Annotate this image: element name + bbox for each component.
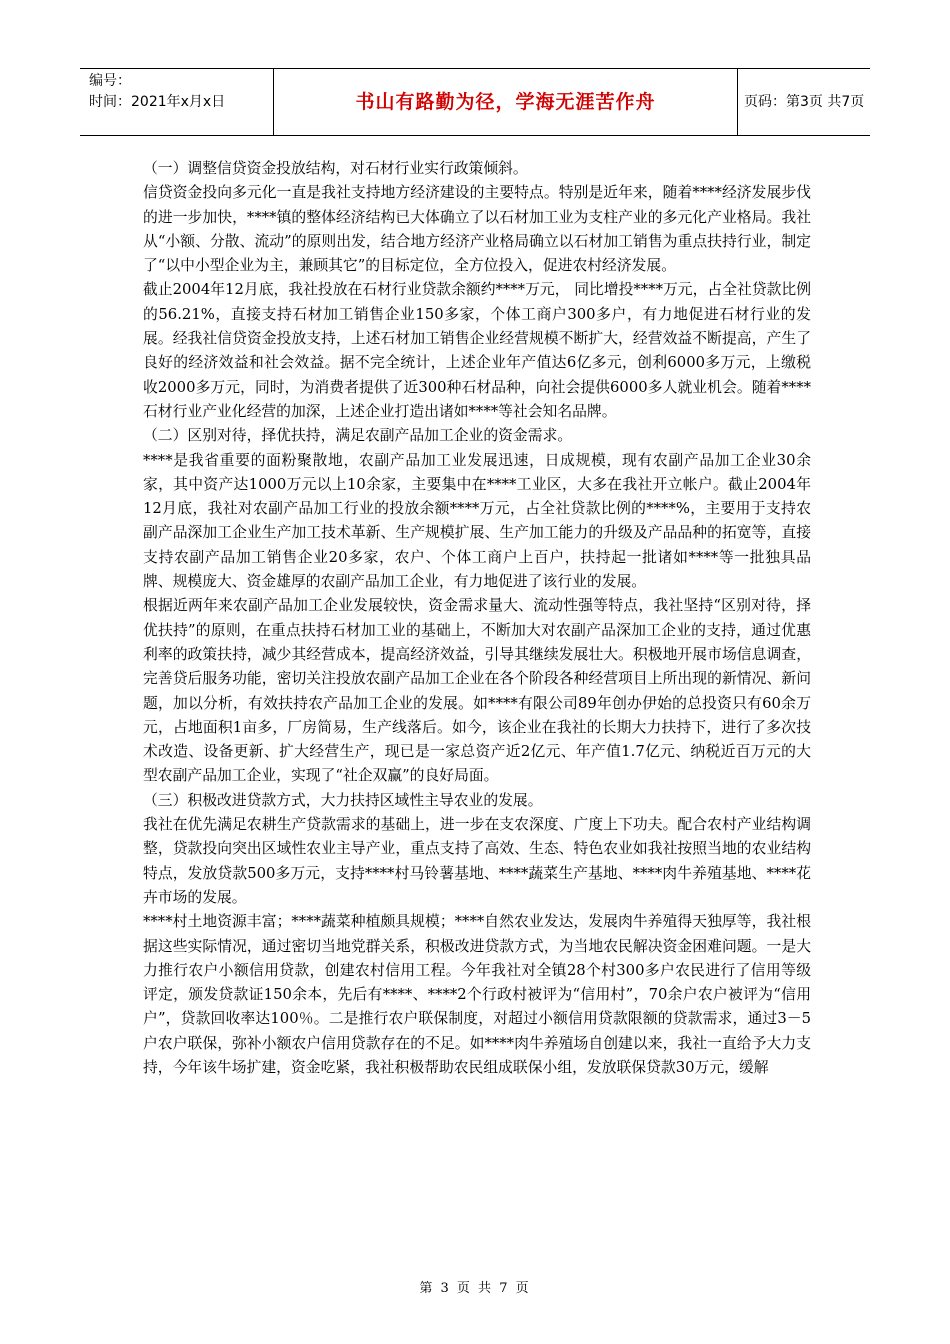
- section-heading-3: （三）积极改进贷款方式，大力扶持区域性主导农业的发展。: [143, 791, 543, 809]
- header-page-number: 页码：第3页 共7页: [744, 94, 865, 110]
- body-paragraph: 信贷资金投向多元化一直是我社支持地方经济建设的主要特点。特别是近年来，随着****经济发展步伐的进一步加快，****镇的整体经济结构已大体确立了以石材加工业为支柱产业的多元化产业格局。我社从“小额、分散、流动”的原则出发，结合地方经济产业格局确立以石材加工销售为重点扶持行业，制定了“以中小型企业为主，兼顾其它”的目标定位，全方位投入，促进农村经济发展。: [143, 184, 811, 275]
- document-body: [143, 157, 811, 1080]
- body-paragraph: 截止2004年12月底，我社投放在石材行业贷款余额约****万元， 同比增投****万元，占全社贷款比例的56.21%，直接支持石材加工销售企业150多家，个体工商户300多户，有力地促进石材行业的发展。经我社信贷资金投放支持，上述石材加工销售企业经营规模不断扩大，经营效益不断提高，产生了良好的经济效益和社会效益。据不完全统计，上述企业年产值达6亿多元，创利6000多万元，上缴税收2000多万元，同时，为消费者提供了近300种石材品种，向社会提供6000多人就业机会。随着****石材行业产业化经营的加深，上述企业打造出诸如****等社会知名品牌。: [143, 281, 811, 420]
- document-number-label: 编号：: [89, 73, 131, 89]
- document-date-label: 时间：2021年x月x日: [89, 94, 226, 110]
- page-header: [80, 68, 870, 136]
- header-meta-cell: [80, 69, 274, 135]
- header-motto: 书山有路勤为径，学海无涯苦作舟: [274, 69, 738, 135]
- body-paragraph: ****是我省重要的面粉聚散地，农副产品加工业发展迅速，日成规模，现有农副产品加工企业30余家，其中资产达1000万元以上10余家，主要集中在****工业区，大多在我社开立帐户。截止2004年12月底，我社对农副产品加工行业的投放余额****万元，占全社贷款比例的****%，主要用于支持农副产品深加工企业生产加工技术革新、生产规模扩展、生产加工能力的升级及产品品种的拓宽等，直接支持农副产品加工销售企业20多家，农户、个体工商户上百户，扶持起一批诸如****等一批独具品牌、规模庞大、资金雄厚的农副产品加工企业，有力地促进了该行业的发展。: [143, 451, 811, 591]
- section-heading-1: （一）调整信贷资金投放结构，对石材行业实行政策倾斜。: [143, 160, 528, 177]
- page-footer: 第 3 页 共 7 页: [419, 1281, 531, 1296]
- body-paragraph: 根据近两年来农副产品加工企业发展较快，资金需求量大、流动性强等特点，我社坚持“区别对待，择优扶持”的原则，在重点扶持石材加工业的基础上，不断加大对农副产品深加工企业的支持，通过优惠利率的政策扶持，减少其经营成本，提高经济效益，引导其继续发展壮大。积极地开展市场信息调查，完善贷后服务功能，密切关注投放农副产品加工企业在各个阶段各种经营项目上所出现的新情况、新问题，加以分析，有效扶持农产品加工企业的发展。如****有限公司89年创办伊始的总投资只有60余万元，占地面积1亩多，厂房简易，生产线落后。如今，该企业在我社的长期大力扶持下，进行了多次技术改造、设备更新、扩大经营生产，现已是一家总资产近2亿元、年产值1.7亿元、纳税近百万元的大型农副产品加工企业，实现了“社企双赢”的良好局面。: [143, 597, 811, 785]
- body-paragraph: ****村土地资源丰富；****蔬菜种植颇具规模；****自然农业发达，发展肉牛养殖得天独厚等，我社根据这些实际情况，通过密切当地党群关系，积极改进贷款方式，为当地农民解决资金困难问题。一是大力推行农户小额信用贷款，创建农村信用工程。今年我社对全镇28个村300多户农民进行了信用等级评定，颁发贷款证150余本，先后有****、****2个行政村被评为“信用村”，70余户农户被评为“信用户”，贷款回收率达100％。二是推行农户联保制度，对超过小额信用贷款限额的贷款需求，通过3－5户农户联保，弥补小额农户信用贷款存在的不足。如****肉牛养殖场自创建以来，我社一直给予大力支持，今年该牛场扩建，资金吃紧，我社积极帮助农民组成联保小组，发放联保贷款30万元，缓解: [143, 913, 811, 1076]
- body-paragraph: 我社在优先满足农耕生产贷款需求的基础上，进一步在支农深度、广度上下功夫。配合农村产业结构调整，贷款投向突出区域性农业主导产业，重点支持了高效、生态、特色农业如我社按照当地的农业结构特点，发放贷款500多万元，支持****村马铃薯基地、****蔬菜生产基地、****肉牛养殖基地、****花卉市场的发展。: [143, 816, 811, 906]
- section-heading-2: （二）区别对待，择优扶持，满足农副产品加工企业的资金需求。: [143, 427, 573, 445]
